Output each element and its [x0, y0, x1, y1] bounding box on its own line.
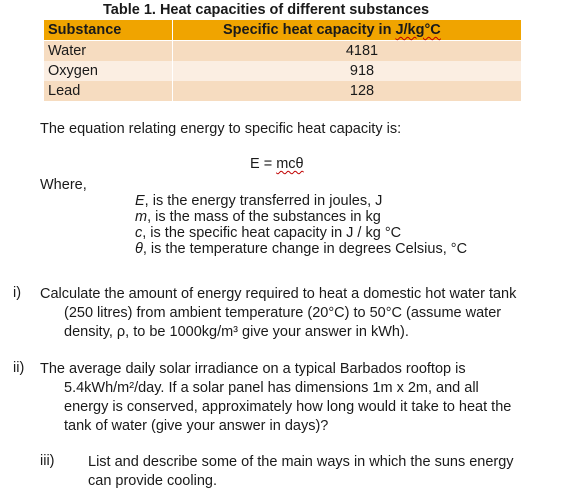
where-label: Where, [40, 177, 87, 193]
definition-specific-heat: c, is the specific heat capacity in J / kg °C [135, 225, 402, 241]
cell-substance: Oxygen [48, 63, 98, 79]
heat-capacity-table [44, 20, 521, 101]
cell-value: 4181 [345, 43, 379, 59]
question-2-number: ii) [13, 360, 25, 376]
question-1-number: i) [13, 285, 22, 301]
table-row [44, 61, 521, 81]
definition-mass: m, is the mass of the substances in kg [135, 209, 381, 225]
question-3-number: iii) [40, 453, 55, 469]
equation-rhs: mcθ [276, 156, 304, 172]
cell-value: 128 [349, 83, 375, 99]
variable-definitions [135, 193, 467, 257]
cell-substance: Water [48, 43, 87, 59]
table-row [44, 41, 521, 61]
definition-energy: E, is the energy transferred in joules, J [135, 193, 383, 209]
table-title: Table 1. Heat capacities of different substances [103, 2, 430, 18]
cell-substance: Lead [48, 83, 81, 99]
equation-intro: The equation relating energy to specific heat capacity is: [40, 121, 402, 137]
equation-lhs: E = [250, 156, 277, 172]
question-1-text: Calculate the amount of energy required to heat a domestic hot water tank (250 litres) from ambient temperature (20°C) to 50°C (assume water density, ρ, to be 1000kg/m³ give your answer in kWh). [40, 286, 517, 340]
header-specific-heat-text: Specific heat capacity in J/kg°C [223, 22, 441, 38]
table-row [44, 81, 521, 101]
cell-value: 918 [349, 63, 375, 79]
header-specific-heat [173, 20, 521, 40]
question-2-text: The average daily solar irradiance on a typical Barbados rooftop is 5.4kWh/m²/day. If a solar panel has dimensions 1m x 2m, and all energy is conserved, approximately how long would it take to heat the tank of water (give your answer in days)? [40, 361, 512, 434]
question-3-text: List and describe some of the main ways in which the suns energy can provide cooling. [88, 454, 514, 489]
definition-temperature-change: θ, is the temperature change in degrees Celsius, °C [135, 241, 468, 257]
equation [250, 156, 304, 172]
table-column-divider [172, 20, 173, 101]
table-header-row [44, 20, 521, 40]
header-substance: Substance [48, 22, 122, 38]
header-unit: J/kg°C [395, 22, 441, 38]
